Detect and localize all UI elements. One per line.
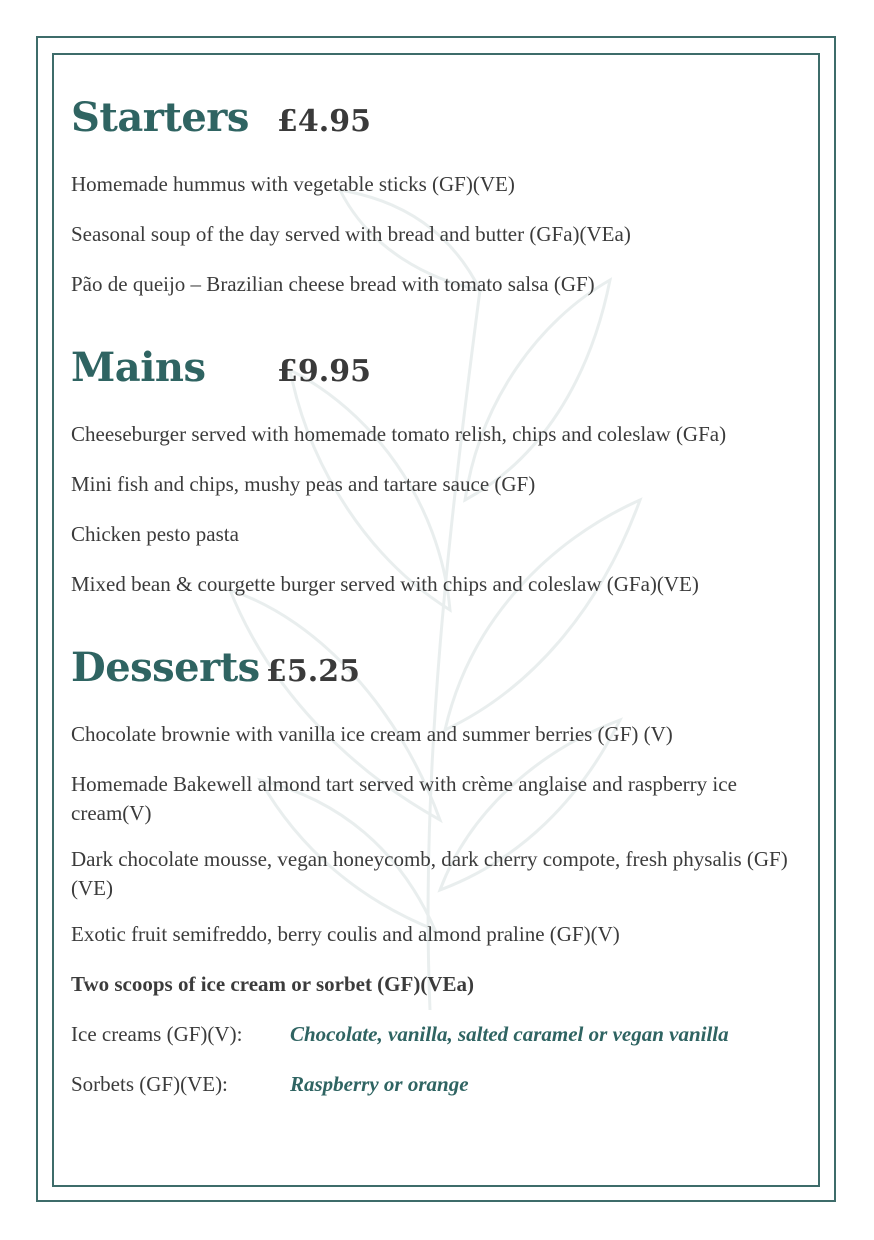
desserts-price: £5.25 <box>266 654 360 689</box>
menu-item: Chocolate brownie with vanilla ice cream and summer berries (GF) (V) <box>71 722 673 746</box>
menu-item: Cheeseburger served with homemade tomato relish, chips and coleslaw (GFa) <box>71 422 727 446</box>
ice-creams-label: Ice creams (GF)(V): <box>71 1022 243 1046</box>
menu-item: Dark chocolate mousse, vegan honeycomb, dark cherry compote, fresh physalis (GF)(VE) <box>71 847 788 900</box>
starters-price: £4.95 <box>277 104 371 139</box>
mains-price: £9.95 <box>277 354 371 389</box>
menu-item: Pão de queijo – Brazilian cheese bread with tomato salsa (GF) <box>71 272 595 296</box>
menu-item: Chicken pesto pasta <box>71 522 239 546</box>
menu-item: Exotic fruit semifreddo, berry coulis and almond praline (GF)(V) <box>71 922 620 946</box>
menu-item: Seasonal soup of the day served with bread and butter (GFa)(VEa) <box>71 222 631 246</box>
menu-item: Homemade Bakewell almond tart served with crème anglaise and raspberry ice cream(V) <box>71 772 737 825</box>
starters-title: Starters <box>71 94 249 141</box>
menu-item: Homemade hummus with vegetable sticks (GF)(VE) <box>71 172 515 196</box>
mains-title: Mains <box>71 344 206 391</box>
menu-item: Mixed bean & courgette burger served with chips and coleslaw (GFa)(VE) <box>71 572 699 596</box>
ice-creams-flavours: Chocolate, vanilla, salted caramel or vegan vanilla <box>290 1022 729 1046</box>
sorbets-label: Sorbets (GF)(VE): <box>71 1072 228 1096</box>
desserts-title: Desserts <box>71 644 260 691</box>
menu-item: Two scoops of ice cream or sorbet (GF)(VEa) <box>71 972 474 996</box>
sorbets-flavours: Raspberry or orange <box>290 1072 469 1096</box>
menu-item: Mini fish and chips, mushy peas and tartare sauce (GF) <box>71 472 536 496</box>
